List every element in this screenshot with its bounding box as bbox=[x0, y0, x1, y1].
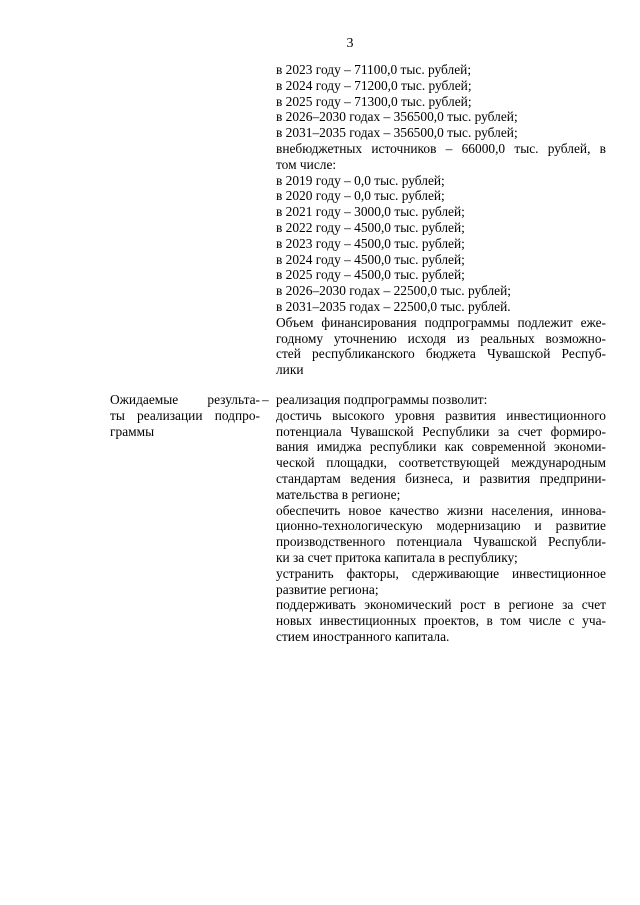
funding-line: внебюджетных источников – 66000,0 тыс. рублей, в bbox=[276, 140, 606, 156]
results-line: мательства в регионе; bbox=[276, 486, 401, 502]
funding-line: в 2031–2035 годах – 22500,0 тыс. рублей. bbox=[276, 298, 511, 314]
results-line: обеспечить новое качество жизни населения, иннова- bbox=[276, 502, 606, 518]
results-line: стием иностранного капитала. bbox=[276, 628, 450, 644]
results-line: развитие региона; bbox=[276, 581, 379, 597]
funding-line: годному уточнению исходя из реальных возможно- bbox=[276, 330, 606, 346]
results-line: достичь высокого уровня развития инвестиционного bbox=[276, 407, 606, 423]
funding-line: в 2023 году – 71100,0 тыс. рублей; bbox=[276, 62, 472, 77]
funding-line: в 2025 году – 71300,0 тыс. рублей; bbox=[276, 93, 472, 109]
funding-text bbox=[276, 62, 606, 378]
funding-line: в 2026–2030 годах – 356500,0 тыс. рублей; bbox=[276, 109, 518, 125]
results-line: потенциала Чувашской Республики за счет формиро- bbox=[276, 423, 606, 439]
results-label-line: Ожидаемые результа- bbox=[110, 392, 260, 407]
funding-line: в 2019 году – 0,0 тыс. рублей; bbox=[276, 172, 445, 188]
results-label-line: граммы bbox=[110, 423, 155, 439]
label-dash: – bbox=[262, 392, 269, 407]
funding-line: Объем финансирования подпрограммы подлежит еже- bbox=[276, 314, 606, 330]
results-line: вания имиджа республики как современной экономи- bbox=[276, 439, 606, 455]
funding-line: в 2023 году – 4500,0 тыс. рублей; bbox=[276, 235, 465, 251]
funding-line: в 2024 году – 4500,0 тыс. рублей; bbox=[276, 251, 465, 267]
results-line: новых инвестиционных проектов, в том числе с уча- bbox=[276, 613, 606, 629]
results-line: устранить факторы, сдерживающие инвестиционное bbox=[276, 565, 606, 581]
funding-line: том числе: bbox=[276, 156, 337, 172]
expected-results-label bbox=[110, 392, 260, 439]
funding-line: в 2024 году – 71200,0 тыс. рублей; bbox=[276, 77, 472, 93]
results-label-line: ты реализации подпро- bbox=[110, 407, 260, 423]
results-line: ки за счет притока капитала в республику; bbox=[276, 549, 518, 565]
funding-line: в 2022 году – 4500,0 тыс. рублей; bbox=[276, 219, 465, 235]
page-number: 3 bbox=[346, 36, 354, 51]
results-line: реализация подпрограммы позволит: bbox=[276, 392, 488, 407]
funding-line: в 2021 году – 3000,0 тыс. рублей; bbox=[276, 204, 465, 220]
results-line: поддерживать экономический рост в регионе за счет bbox=[276, 597, 606, 613]
results-line: производственного потенциала Чувашской Республи- bbox=[276, 534, 606, 550]
funding-line: лики bbox=[276, 362, 304, 378]
results-line: ционно-технологическую модернизацию и развитие bbox=[276, 518, 606, 534]
funding-line: в 2026–2030 годах – 22500,0 тыс. рублей; bbox=[276, 283, 511, 299]
results-line: ческой площадки, соответствующей международным bbox=[276, 455, 606, 471]
results-line: стандартам ведения бизнеса, и развития предприни- bbox=[276, 470, 606, 486]
funding-line: стей республиканского бюджета Чувашской Респуб- bbox=[276, 346, 606, 362]
funding-line: в 2031–2035 годах – 356500,0 тыс. рублей; bbox=[276, 125, 518, 141]
funding-line: в 2025 году – 4500,0 тыс. рублей; bbox=[276, 267, 465, 283]
funding-line: в 2020 году – 0,0 тыс. рублей; bbox=[276, 188, 445, 204]
expected-results-text bbox=[276, 392, 606, 645]
